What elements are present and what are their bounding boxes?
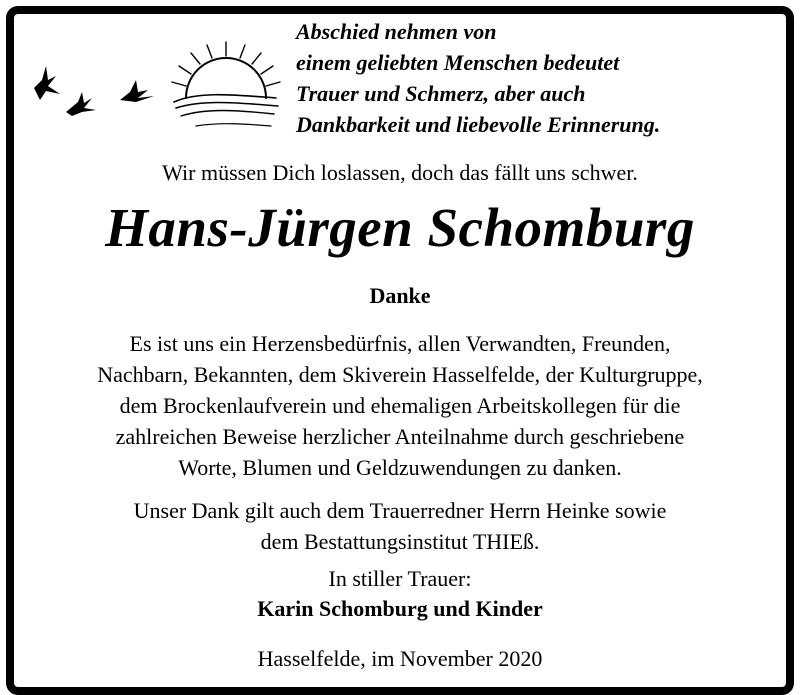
birds-in-flight-icon [34, 66, 154, 116]
paragraph-line: Worte, Blumen und Geldzuwendungen zu danken. [178, 455, 622, 480]
paragraph-line: dem Brockenlaufverein und ehemaligen Arbeitskollegen für die [119, 393, 681, 418]
paragraph-line: Es ist uns ein Herzensbedürfnis, allen Verwandten, Freunden, [129, 331, 671, 356]
motto-line: Trauer und Schmerz, aber auch [296, 81, 586, 106]
mourning-line: In stiller Trauer: [328, 566, 472, 591]
motto-line: einem geliebten Menschen bedeutet [296, 50, 620, 75]
thanks-paragraph [0, 328, 800, 483]
paragraph-line: zahlreichen Beweise herzlicher Anteilnahme durch geschriebene [115, 424, 685, 449]
paragraph-line: dem Bestattungsinstitut THIEß. [260, 529, 540, 554]
motto-line: Dankbarkeit und liebevolle Erinnerung. [296, 112, 661, 137]
motto-line: Abschied nehmen von [296, 19, 497, 44]
sunrise-icon [172, 42, 280, 126]
birds-sunrise-illustration [26, 36, 286, 136]
paragraph-line: Unser Dank gilt auch dem Trauerredner Herrn Heinke sowie [133, 498, 667, 523]
speaker-thanks-paragraph [0, 495, 800, 557]
intro-text: Wir müssen Dich loslassen, doch das fällt uns schwer. [162, 160, 638, 185]
deceased-name: Hans-Jürgen Schomburg [105, 197, 695, 258]
family-signature: Karin Schomburg und Kinder [257, 596, 543, 621]
paragraph-line: Nachbarn, Bekannten, dem Skiverein Hasselfelde, der Kulturgruppe, [97, 362, 703, 387]
place-date: Hasselfelde, im November 2020 [257, 646, 543, 671]
motto [296, 16, 766, 140]
heading-danke: Danke [369, 283, 431, 308]
